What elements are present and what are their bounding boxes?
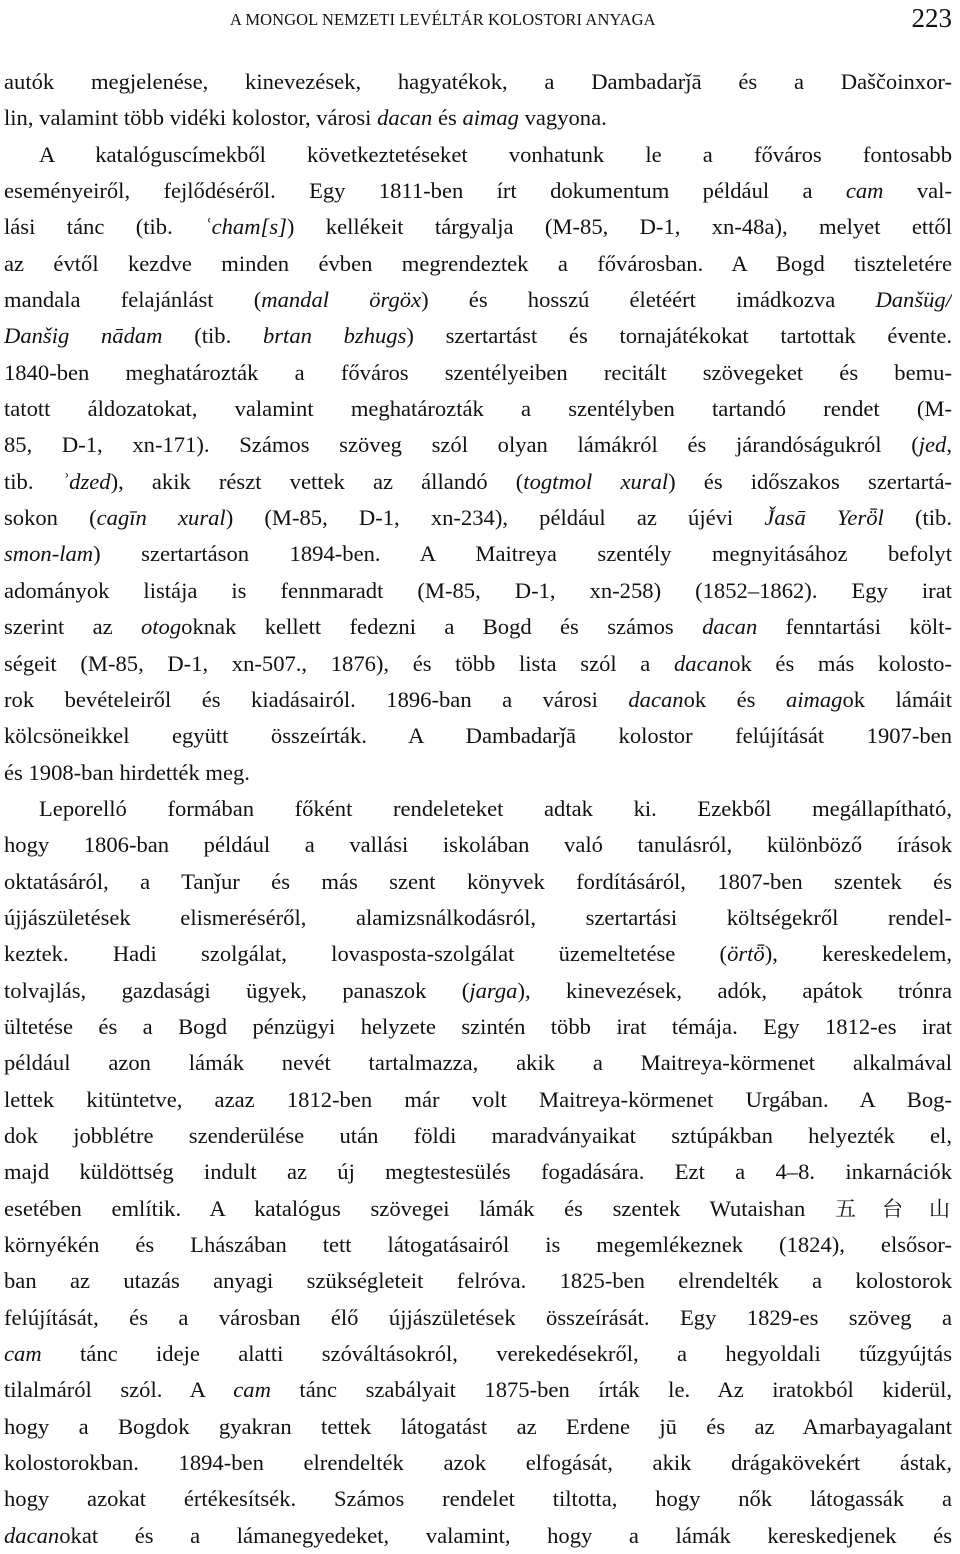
text-line: [4, 1045, 952, 1081]
text-line: [4, 1118, 952, 1154]
running-header: [230, 3, 954, 34]
italic-term: ʾdzed: [61, 468, 111, 494]
text-run: lettek kitüntetve, azaz 1812-ben már volt Maitreya-körmenet Urgában. A Bog-: [4, 1086, 952, 1112]
text-run: lin, valamint több vidéki kolostor, városi: [4, 105, 378, 131]
text-line: [4, 755, 952, 791]
text-run: oktatásáról, a Tanǰur és más szent könyvek fordításáról, 1807-ben szentek és: [4, 868, 952, 894]
italic-term: brtan bzhugs: [262, 323, 407, 349]
italic-term: aimag: [462, 105, 519, 131]
text-run: fenntartási költ-: [757, 614, 952, 640]
text-run: rok bevételeiről és kiadásairól. 1896-ban a városi: [4, 686, 629, 712]
text-run: vagyona.: [518, 105, 607, 131]
text-line: [4, 391, 952, 427]
text-run: tilalmáról szól. A: [4, 1377, 234, 1403]
text-run: ) és hosszú életéért imádkozva: [421, 287, 876, 313]
italic-term: dacan: [702, 614, 758, 640]
italic-term: Danšüg/: [875, 287, 952, 313]
text-run: kolostorokban. 1894-ben elrendelték azok elfogását, akik drágakövekért ástak,: [4, 1450, 952, 1476]
running-title: A MONGOL NEMZETI LEVÉLTÁR KOLOSTORI ANYAGA: [230, 10, 656, 29]
text-run: kölcsöneikkel együtt összeírták. A Dambadarǰā kolostor felújítását 1907-ben: [4, 723, 952, 749]
italic-term: dacan: [4, 1522, 60, 1548]
text-run: autók megjelenése, kinevezések, hagyatékok, a Dambadarǰā és a Daščoinxor-: [4, 69, 952, 94]
italic-term: dacan: [673, 650, 730, 676]
italic-term: aimag: [785, 686, 843, 712]
italic-term: J̌asā Yerȫl: [764, 505, 884, 531]
text-run: ) szertartást és tornajátékokat tartottak évente.: [406, 323, 952, 349]
italic-term: otog: [140, 614, 182, 640]
italic-term: cam: [845, 178, 884, 204]
text-line: [4, 100, 952, 136]
text-run: tánc szabályait 1875-ben írták le. Az iratokból kiderül,: [270, 1377, 952, 1403]
text-line: [4, 282, 952, 318]
text-line: [4, 500, 952, 536]
text-line: [4, 1481, 952, 1517]
italic-term: cam: [233, 1377, 271, 1403]
text-line: [4, 936, 952, 972]
italic-term: jarga: [469, 977, 518, 1003]
text-run: ban az utazás anyagi szükségleteit felróva. 1825-ben elrendelték a kolostorok: [4, 1268, 952, 1294]
text-run: adományok listája is fennmaradt (M-85, D-1, xn-258) (1852–1862). Egy irat: [4, 577, 952, 603]
text-run: tatott áldozatokat, valamint meghatározták a szentélyben tartandó rendet (M-: [4, 396, 952, 422]
text-run: tánc ideje alatti szóváltásokról, verekedésekről, a hegyoldali tűzgyújtás: [41, 1341, 952, 1367]
text-run: például azon lámák nevét tartalmazza, akik a Maitreya-körmenet alkalmával: [4, 1050, 952, 1076]
text-line: [4, 1154, 952, 1190]
text-run: (tib.: [162, 323, 263, 349]
text-run: ok lámáit: [842, 686, 952, 712]
text-run: 85, D-1, xn-171). Számos szöveg szól olyan lámákról és járandóságukról (: [4, 432, 919, 458]
text-run: sokon (: [4, 505, 97, 531]
text-run: val-: [883, 178, 952, 204]
text-run: környékén és Lhászában tett látogatásairól is megemlékeznek (1824), elsősor-: [4, 1232, 952, 1257]
text-line: [4, 355, 952, 391]
text-run: ültetése és a Bogd pénzügyi helyzete szintén több irat témája. Egy 1812-es irat: [4, 1013, 952, 1039]
italic-term: cam: [4, 1341, 42, 1367]
italic-term: ʿcham[s]: [204, 214, 287, 240]
text-line: [4, 1082, 952, 1118]
italic-term: dacan: [628, 686, 684, 712]
text-run: ), kereskedelem,: [764, 941, 952, 967]
text-run: hogy 1806-ban például a vallási iskolában való tanulásról, különböző írások: [4, 832, 952, 858]
text-line: [4, 1445, 952, 1481]
text-run: ,: [946, 432, 952, 458]
text-line: [4, 137, 952, 173]
text-line: [4, 1009, 952, 1045]
text-line: [4, 1336, 952, 1372]
text-line: [4, 464, 952, 500]
text-line: [4, 1409, 952, 1445]
text-run: ) szertartáson 1894-ben. A Maitreya szentély megnyitásához befolyt: [93, 541, 952, 567]
text-line: [4, 318, 952, 354]
text-run: és 1908-ban hirdették meg.: [4, 759, 250, 785]
text-run: felújítását, és a városban élő újjászületések összeírását. Egy 1829-es szöveg a: [4, 1304, 952, 1330]
text-line: [4, 427, 952, 463]
text-run: ok és: [683, 686, 786, 712]
text-line: [4, 1227, 952, 1263]
text-run: majd küldöttség indult az új megtestesülés fogadására. Ezt a 4–8. inkarnációk: [4, 1159, 952, 1185]
italic-term: smon-lam: [4, 541, 94, 567]
text-line: [4, 1191, 952, 1227]
italic-term: jed: [918, 432, 947, 458]
text-run: ségeit (M-85, D-1, xn-507., 1876), és több lista szól a: [4, 650, 674, 676]
text-run: hogy azokat értékesítsék. Számos rendelet tiltotta, hogy nők látogassák a: [4, 1486, 952, 1512]
text-line: [4, 536, 952, 572]
text-run: ), kinevezések, adók, apátok trónra: [517, 977, 952, 1003]
body-text: [4, 64, 952, 1554]
text-line: [4, 646, 952, 682]
text-run: mandala felajánlást (: [4, 287, 262, 313]
italic-term: mandal örgöx: [261, 287, 422, 313]
text-run: oknak kellett fedezni a Bogd és számos: [181, 614, 703, 640]
italic-term: örtȫ: [727, 941, 765, 967]
text-line: [4, 791, 952, 827]
text-run: szerint az: [4, 614, 141, 640]
text-line: [4, 864, 952, 900]
text-run: ) kellékeit tárgyalja (M-85, D-1, xn-48a), melyet ettől: [286, 214, 952, 240]
page-number: 223: [911, 3, 952, 33]
text-run: az évtől kezdve minden évben megrendeztek a fővárosban. A Bogd tiszteletére: [4, 250, 952, 276]
text-line: [4, 900, 952, 936]
text-run: tib.: [4, 468, 62, 494]
text-run: ), akik részt vettek az állandó (: [110, 468, 524, 494]
italic-term: cagīn xural: [96, 505, 226, 531]
cjk-term: 五台山: [834, 1196, 952, 1221]
text-run: lási tánc (tib.: [4, 214, 205, 240]
text-line: [4, 1372, 952, 1408]
text-run: ok és más kolosto-: [729, 650, 952, 676]
italic-term: togtmol xural: [523, 468, 669, 494]
text-run: Leporelló formában főként rendeleteket adtak ki. Ezekből megállapítható,: [39, 795, 952, 821]
text-run: keztek. Hadi szolgálat, lovasposta-szolgálat üzemeltetése (: [4, 941, 728, 967]
text-line: [4, 1263, 952, 1299]
text-line: [4, 973, 952, 1009]
text-run: és: [432, 105, 463, 131]
text-run: újjászületések elismeréséről, alamizsnálkodásról, szertartási költségekről rendel-: [4, 904, 952, 930]
text-line: [4, 827, 952, 863]
text-run: tolvajlás, gazdasági ügyek, panaszok (: [4, 977, 470, 1003]
text-line: [4, 609, 952, 645]
text-line: [4, 1518, 952, 1554]
text-run: (tib.: [883, 505, 952, 531]
italic-term: dacan: [377, 105, 433, 131]
text-line: [4, 718, 952, 754]
text-line: [4, 173, 952, 209]
text-run: 1840-ben meghatározták a főváros szentélyeiben recitált szövegeket és bemu-: [4, 359, 952, 385]
text-line: [4, 246, 952, 282]
text-line: [4, 64, 952, 100]
italic-term: Danšig nādam: [4, 323, 163, 349]
text-run: ) (M-85, D-1, xn-234), például az újévi: [225, 505, 765, 531]
text-run: A katalóguscímekből következtetéseket vonhatunk le a főváros fontosabb: [39, 141, 952, 167]
text-line: [4, 1300, 952, 1336]
text-run: eseményeiről, fejlődéséről. Egy 1811-ben írt dokumentum például a: [4, 178, 846, 204]
text-run: hogy a Bogdok gyakran tettek látogatást az Erdene jū és az Amarbayagalant: [4, 1413, 952, 1439]
text-line: [4, 682, 952, 718]
text-run: ) és időszakos szertartá-: [668, 468, 952, 494]
text-line: [4, 573, 952, 609]
text-line: [4, 209, 952, 245]
text-run: esetében említik. A katalógus szövegei lámák és szentek Wutaishan: [4, 1195, 835, 1221]
text-run: okat és a lámanegyedeket, valamint, hogy a lámák kereskedjenek és: [59, 1522, 952, 1548]
text-run: dok jobblétre szenderülése után földi maradványaikat sztúpákban helyezték el,: [4, 1122, 952, 1148]
